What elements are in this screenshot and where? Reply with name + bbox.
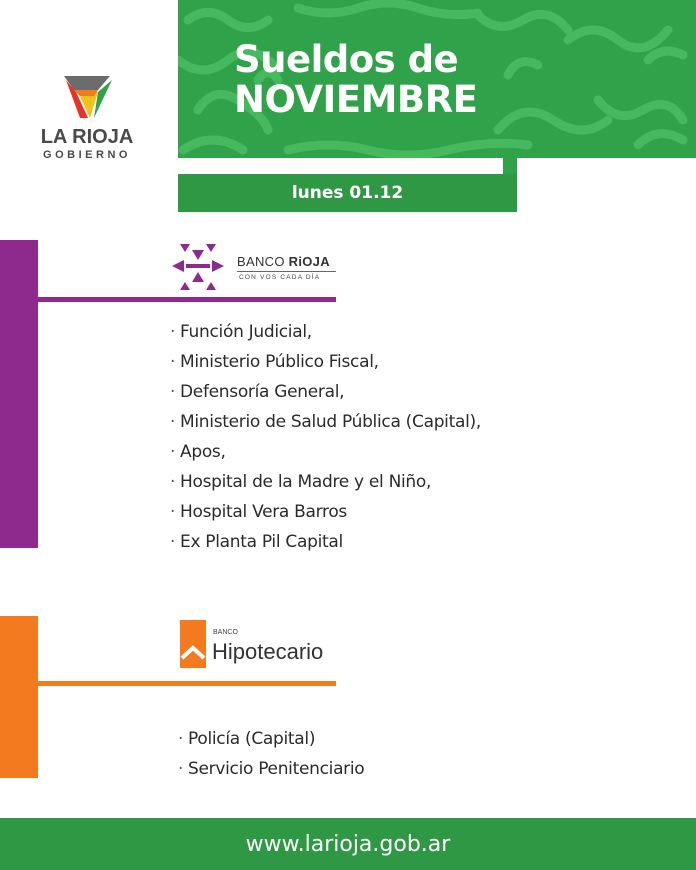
banco-rioja-rule — [237, 271, 336, 272]
title-banner — [178, 0, 696, 158]
la-rioja-logo — [30, 68, 150, 168]
banco-rioja-name — [237, 254, 330, 269]
title-line-2: NOVIEMBRE — [234, 78, 478, 121]
banco-rioja-logo — [170, 240, 350, 295]
banco-hipotecario-logo — [178, 618, 348, 678]
banco-rioja-list — [170, 317, 481, 557]
page-title — [234, 40, 477, 120]
banco-rioja-side-bar — [0, 240, 38, 548]
logo-subtitle: GOBIERNO — [43, 149, 131, 161]
list-item: · Hospital Vera Barros — [170, 502, 347, 522]
logo-name: LA RIOJA — [40, 126, 134, 148]
list-item-label: Hospital de la Madre y el Niño, — [180, 472, 432, 492]
list-item: · Policía (Capital) — [178, 729, 316, 749]
footer-url[interactable]: www.larioja.gob.ar — [0, 818, 696, 870]
banco-hipotecario-emblem-icon — [178, 618, 208, 670]
list-item-label: Hospital Vera Barros — [180, 502, 347, 522]
list-item: · Ministerio Público Fiscal, — [170, 352, 379, 372]
banco-rioja-name-prefix: BANCO — [237, 254, 289, 269]
list-item-label: Ministerio de Salud Pública (Capital), — [180, 412, 481, 432]
date-label: lunes 01.12 — [178, 174, 517, 212]
banco-hipotecario-name: Hipotecario — [212, 639, 324, 664]
list-item: · Ministerio de Salud Pública (Capital), — [170, 412, 481, 432]
list-item: · Ex Planta Pil Capital — [170, 532, 343, 552]
banco-hipotecario-underline — [38, 681, 336, 686]
list-item-label: Defensoría General, — [180, 382, 345, 402]
banco-hipotecario-small-label: BANCO — [213, 629, 238, 636]
banco-rioja-name-bold: RiOJA — [288, 254, 330, 269]
list-item-label: Policía (Capital) — [188, 729, 316, 749]
list-item-label: Apos, — [180, 442, 226, 462]
banco-hipotecario-side-bar — [0, 616, 38, 778]
list-item: · Defensoría General, — [170, 382, 345, 402]
list-item: · Función Judicial, — [170, 322, 312, 342]
banco-hipotecario-list — [178, 724, 364, 784]
list-item-label: Ex Planta Pil Capital — [180, 532, 343, 552]
banco-rioja-underline — [38, 297, 336, 302]
banco-rioja-emblem-icon — [170, 240, 226, 294]
banner-divider-accent — [503, 158, 517, 174]
la-rioja-emblem-icon — [60, 70, 116, 122]
list-item-label: Servicio Penitenciario — [188, 759, 365, 779]
title-line-1: Sueldos de — [234, 38, 459, 81]
list-item-label: Ministerio Público Fiscal, — [180, 352, 379, 372]
list-item: · Servicio Penitenciario — [178, 759, 365, 779]
banner-divider — [178, 158, 503, 174]
list-item: · Hospital de la Madre y el Niño, — [170, 472, 432, 492]
banco-rioja-tagline: CON VOS CADA DÍA — [239, 274, 321, 281]
list-item-label: Función Judicial, — [180, 322, 312, 342]
list-item: · Apos, — [170, 442, 226, 462]
